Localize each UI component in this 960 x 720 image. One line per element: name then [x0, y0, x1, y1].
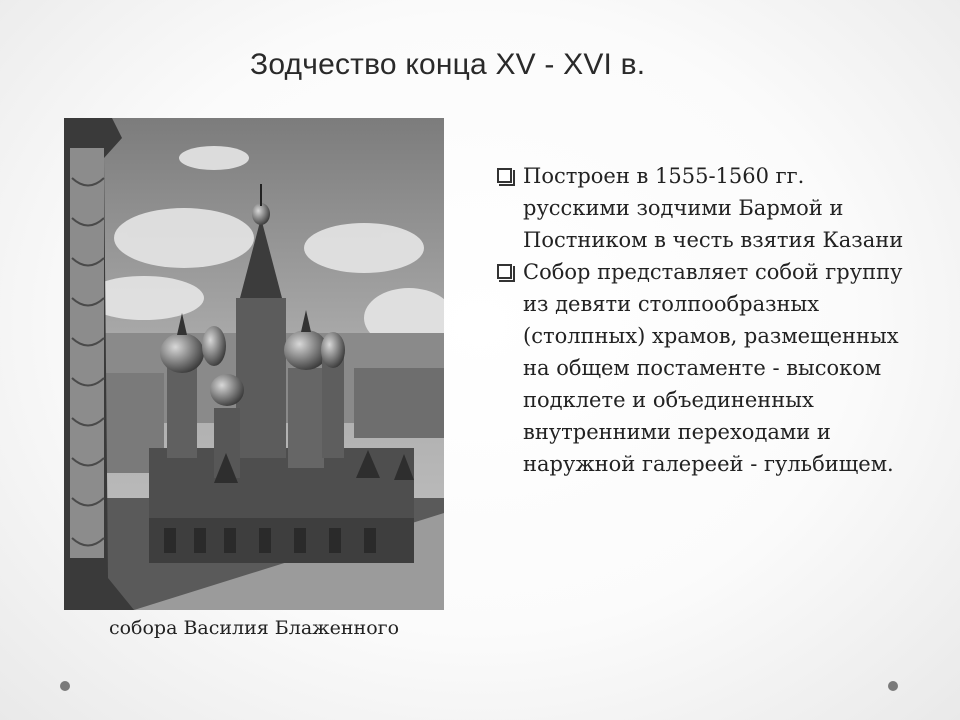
- bullet-item-structure: [497, 256, 917, 480]
- checkbox-bullet-icon: [497, 168, 512, 183]
- bullet-text: Собор представляет собой группу из девяти столпообразных (столпных) храмов, размещенных на общем постаменте - высоком подклете и объединенных внутренними переходами и наружной галереей - гульбищем.: [523, 260, 903, 476]
- bullet-text: Построен в 1555-1560 гг. русскими зодчими Бармой и Постником в честь взятия Казани: [523, 164, 904, 252]
- nav-dot-left-icon[interactable]: [60, 681, 70, 691]
- slide-title: Зодчество конца XV - XVI в.: [250, 48, 646, 81]
- cathedral-photo: [64, 118, 444, 610]
- photo-caption: собора Василия Блаженного: [108, 617, 400, 639]
- bullet-list: [497, 160, 917, 480]
- checkbox-bullet-icon: [497, 264, 512, 279]
- nav-dot-right-icon[interactable]: [888, 681, 898, 691]
- bullet-item-construction: [497, 160, 917, 256]
